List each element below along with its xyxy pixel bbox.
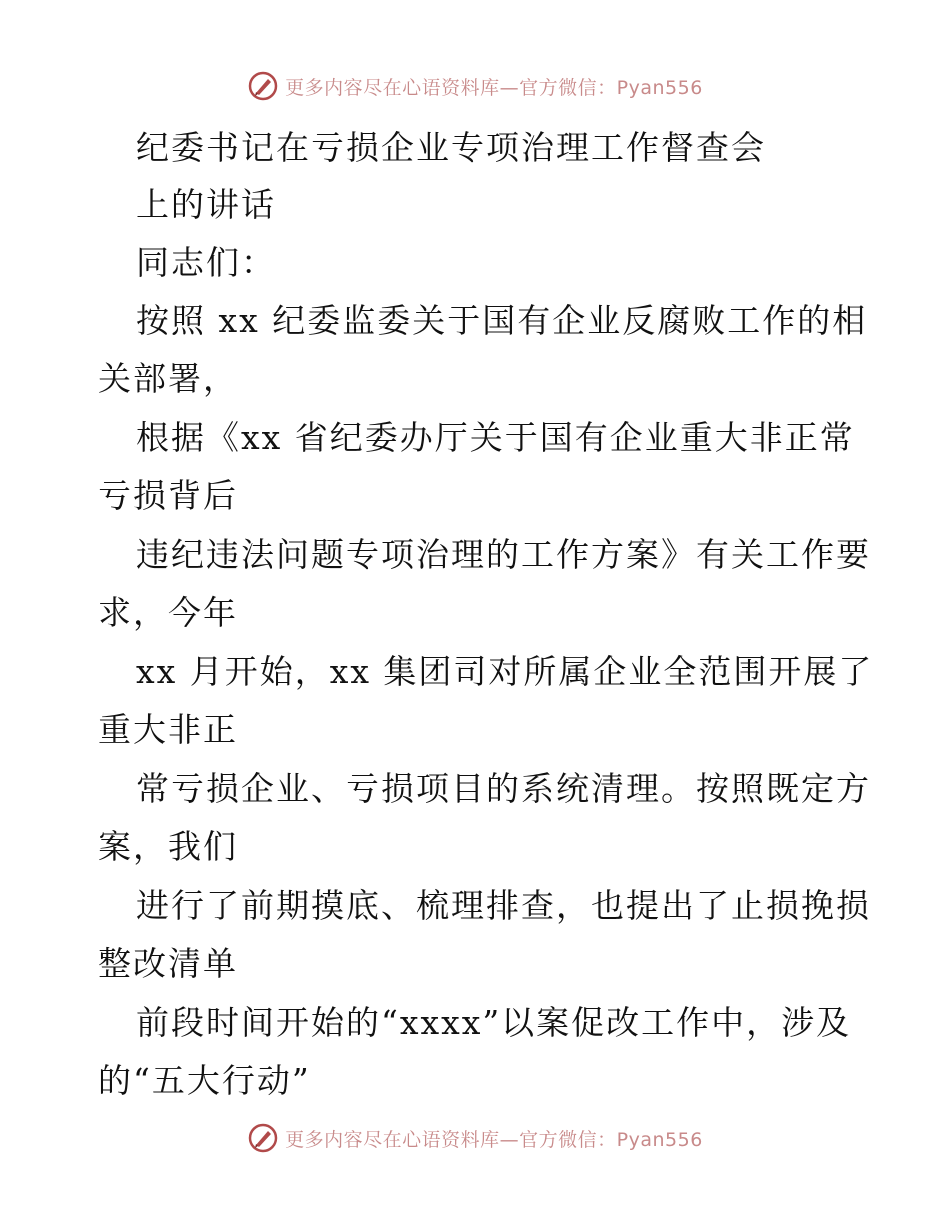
- header-watermark: [0, 70, 950, 102]
- pen-logo-icon: [247, 70, 279, 102]
- text-line: 常亏损企业、亏损项目的系统清理。按照既定方: [136, 769, 871, 808]
- title-line-2: 上的讲话: [136, 185, 276, 224]
- footer-watermark: [0, 1122, 950, 1154]
- pen-logo-icon: [247, 1122, 279, 1154]
- text-line: 亏损背后: [98, 476, 238, 515]
- watermark-text: 更多内容尽在心语资料库—官方微信：Pyan556: [285, 1128, 703, 1151]
- text-line: 关部署，: [98, 359, 238, 398]
- text-line: 重大非正: [98, 710, 238, 749]
- text-line: 前段时间开始的“xxxx”以案促改工作中，涉及: [136, 1003, 852, 1042]
- text-line: 根据《xx 省纪委办厅关于国有企业重大非正常: [136, 418, 855, 457]
- watermark-text: 更多内容尽在心语资料库—官方微信：Pyan556: [285, 76, 703, 99]
- text-line: 案，我们: [98, 827, 238, 866]
- text-line: 整改清单: [98, 944, 238, 983]
- text-line: 的“五大行动”: [98, 1061, 311, 1100]
- text-line: 求，今年: [98, 593, 238, 632]
- title-line-1: 纪委书记在亏损企业专项治理工作督查会: [136, 128, 766, 167]
- text-line: 进行了前期摸底、梳理排查，也提出了止损挽损: [136, 886, 871, 925]
- salutation: 同志们：: [136, 243, 276, 282]
- text-line: 按照 xx 纪委监委关于国有企业反腐败工作的相: [136, 301, 868, 340]
- text-line: 违纪违法问题专项治理的工作方案》有关工作要: [136, 535, 871, 574]
- text-line: xx 月开始，xx 集团司对所属企业全范围开展了: [136, 652, 874, 691]
